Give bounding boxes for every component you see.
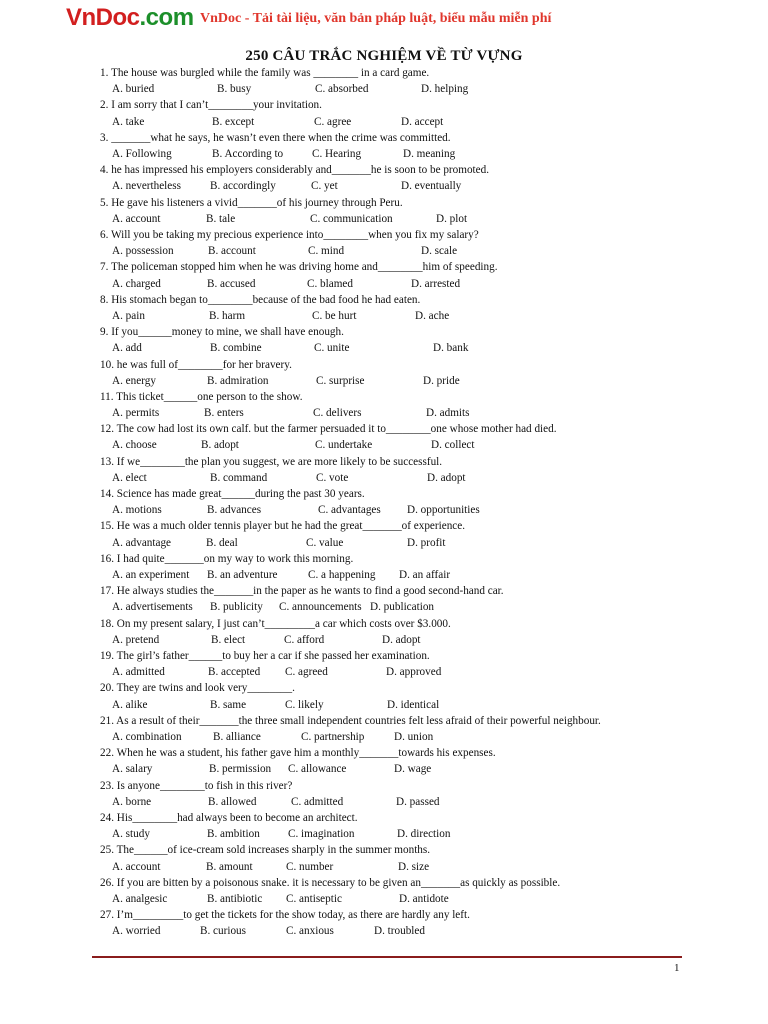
answer-option[interactable]: B. advances [207,504,262,517]
question-item [100,909,700,941]
question-item [100,618,700,650]
answer-option[interactable]: B. command [210,471,268,484]
question-stem: 7. The policeman stopped him when he was driving home and________him of speeding. [100,261,498,274]
answer-options [112,925,692,941]
question-stem: 20. They are twins and look very________. [100,682,295,695]
answer-option[interactable]: C. Hearing [312,147,362,160]
answer-option[interactable]: A. choose [112,439,157,452]
answer-option[interactable]: B. tale [206,212,236,225]
question-stem: 5. He gave his listeners a vivid_______of his journey through Peru. [100,196,403,209]
answer-option[interactable]: D. profit [407,536,446,549]
answer-options [112,83,692,99]
answer-option[interactable]: A. advantage [112,536,172,549]
question-stem: 18. On my present salary, I just can’t_________a car which costs over $3.000. [100,617,451,630]
answer-options [112,828,692,844]
question-stem: 23. Is anyone________to fish in this river? [100,779,293,792]
question-item [100,294,700,326]
answer-options [112,472,692,488]
answer-option[interactable]: C. unite [314,342,350,355]
answer-option[interactable]: B. accepted [208,666,261,679]
answer-options [112,537,692,553]
answer-option[interactable]: D. helping [421,83,469,96]
answer-option[interactable]: B. combine [210,342,262,355]
answer-options [112,407,692,423]
answer-option[interactable]: D. an affair [399,569,451,582]
question-stem: 25. The______of ice-cream sold increases sharply in the summer months. [100,844,431,857]
answer-options [112,116,692,132]
answer-option[interactable]: A. permits [112,407,160,420]
answer-options [112,569,692,585]
question-item [100,780,700,812]
answer-option[interactable]: C. value [306,536,344,549]
answer-option[interactable]: B. an adventure [207,569,278,582]
answer-option[interactable]: C. agreed [285,666,328,679]
answer-option[interactable]: B. publicity [210,601,263,614]
question-stem: 14. Science has made great______during the past 30 years. [100,488,365,501]
answer-option[interactable]: D. pride [423,374,460,387]
question-stem: 12. The cow had lost its own calf. but the farmer persuaded it to________one whose mother had died. [100,423,557,436]
header-tagline: VnDoc - Tải tài liệu, văn bản pháp luật, biểu mẫu miễn phí [200,11,552,26]
answer-option[interactable]: B. adopt [201,439,239,452]
answer-option[interactable]: A. energy [112,374,156,387]
question-item [100,359,700,391]
answer-option[interactable]: A. salary [112,763,153,776]
answer-option[interactable]: A. elect [112,471,147,484]
answer-option[interactable]: C. imagination [288,828,355,841]
question-list [100,67,700,942]
answer-options [112,213,692,229]
answer-option[interactable]: C. yet [311,180,338,193]
answer-option[interactable]: C. absorbed [315,83,369,96]
answer-option[interactable]: A. account [112,212,161,225]
answer-options [112,893,692,909]
answer-options [112,310,692,326]
answer-option[interactable]: D. eventually [401,180,462,193]
answer-option[interactable]: C. allowance [288,763,347,776]
answer-option[interactable]: C. anxious [286,925,334,938]
answer-option[interactable]: D. troubled [374,925,425,938]
answer-option[interactable]: B. curious [200,925,246,938]
answer-option[interactable]: D. identical [387,698,440,711]
answer-option[interactable]: D. wage [394,763,432,776]
question-stem: 22. When he was a student, his father gave him a monthly_______towards his expenses. [100,747,496,760]
page-number: 1 [674,962,680,974]
answer-option[interactable]: C. likely [285,698,324,711]
question-item [100,877,700,909]
question-item [100,715,700,747]
answer-option[interactable]: B. elect [211,633,246,646]
question-stem: 19. The girl’s father______to buy her a car if she passed her examination. [100,650,430,663]
answer-options [112,699,692,715]
answer-option[interactable]: D. scale [421,245,458,258]
question-stem: 8. His stomach began to________because of the bad food he had eaten. [100,293,421,306]
question-item [100,261,700,293]
answer-option[interactable]: A. charged [112,277,161,290]
answer-option[interactable]: A. nevertheless [112,180,181,193]
answer-option[interactable]: B. allowed [208,795,257,808]
answer-option[interactable]: D. union [394,731,434,743]
answer-option[interactable]: D. opportunities [407,504,480,517]
question-item [100,650,700,682]
question-item [100,553,700,585]
question-stem: 15. He was a much older tennis player but he had the great_______of experience. [100,520,466,533]
answer-option[interactable]: B. accused [207,277,256,290]
answer-option[interactable]: B. alliance [213,731,261,743]
answer-option[interactable]: B. amount [206,860,253,873]
question-stem: 3. _______what he says, he wasn’t even there when the crime was committed. [100,131,451,144]
answer-option[interactable]: A. advertisements [112,601,193,614]
answer-option[interactable]: D. accept [401,115,444,128]
answer-options [112,731,692,747]
answer-options [112,763,692,779]
answer-option[interactable]: C. number [286,860,334,873]
question-item [100,99,700,131]
answer-option[interactable]: C. mind [308,245,345,258]
answer-option[interactable]: D. arrested [411,277,461,290]
answer-option[interactable]: D. adopt [382,633,421,646]
answer-option[interactable]: B. permission [209,763,272,776]
answer-option[interactable]: C. be hurt [312,309,357,322]
answer-option[interactable]: B. except [212,115,255,128]
answer-options [112,148,692,164]
answer-option[interactable]: A. pain [112,309,145,322]
question-item [100,197,700,229]
question-stem: 13. If we________the plan you suggest, we are more likely to be successful. [100,455,443,468]
question-stem: 9. If you______money to mine, we shall have enough. [100,326,344,339]
answer-option[interactable]: A. worried [112,925,161,938]
answer-options [112,504,692,520]
question-stem: 6. Will you be taking my precious experience into________when you fix my salary? [100,228,479,241]
question-item [100,520,700,552]
answer-option[interactable]: A. combination [112,731,182,743]
answer-option[interactable]: C. delivers [313,407,362,420]
answer-option[interactable]: D. plot [436,212,468,225]
question-stem: 2. I am sorry that I can’t________your invitation. [100,99,322,112]
question-item [100,747,700,779]
answer-option[interactable]: C. blamed [307,277,353,290]
question-item [100,456,700,488]
answer-option[interactable]: C. surprise [316,374,365,387]
answer-option[interactable]: C. a happening [308,569,376,582]
answer-option[interactable]: B. deal [206,536,238,549]
footer-divider [92,956,682,958]
answer-option[interactable]: B. accordingly [210,180,276,193]
answer-option[interactable]: C. antiseptic [286,892,342,905]
answer-option[interactable]: A. alike [112,698,148,711]
answer-option[interactable]: C. afford [284,633,325,646]
question-stem: 17. He always studies the_______in the paper as he wants to find a good second-hand car. [100,585,504,598]
answer-option[interactable]: B. account [208,245,256,258]
question-item [100,423,700,455]
answer-option[interactable]: D. adopt [427,471,466,484]
answer-option[interactable]: D. antidote [399,892,449,905]
question-item [100,326,700,358]
question-item [100,132,700,164]
question-stem: 21. As a result of their_______the three small independent countries felt less afraid of their powerful neighbour. [100,714,601,727]
answer-option[interactable]: A. pretend [112,633,160,646]
answer-option[interactable]: B. According to [212,147,284,160]
answer-options [112,375,692,391]
answer-option[interactable]: C. undertake [315,439,373,452]
answer-option[interactable]: D. meaning [403,147,456,160]
answer-option[interactable]: A. borne [112,795,152,808]
answer-option[interactable]: A. possession [112,245,174,258]
answer-option[interactable]: D. ache [415,309,450,322]
answer-options [112,278,692,294]
answer-option[interactable]: A. buried [112,83,155,96]
answer-option[interactable]: D. publication [370,601,435,614]
answer-option[interactable]: A. account [112,860,161,873]
answer-options [112,796,692,812]
answer-options [112,634,692,650]
answer-options [112,180,692,196]
question-stem: 10. he was full of________for her bravery. [100,358,292,371]
answer-option[interactable]: C. communication [310,212,393,225]
answer-option[interactable]: C. admitted [291,795,344,808]
answer-options [112,861,692,877]
answer-option[interactable]: A. study [112,828,150,841]
answer-option[interactable]: A. admitted [112,666,165,679]
question-item [100,585,700,617]
question-stem: 27. I’m_________to get the tickets for the show today, as there are hardly any left. [100,909,470,922]
question-item [100,164,700,196]
question-item [100,488,700,520]
answer-option[interactable]: B. enters [204,407,244,420]
answer-options [112,439,692,455]
answer-options [112,245,692,261]
answer-option[interactable]: D. collect [431,439,475,452]
answer-options [112,342,692,358]
answer-option[interactable]: A. Following [112,147,172,160]
answer-option[interactable]: C. partnership [301,731,365,743]
question-stem: 16. I had quite_______on my way to work this morning. [100,552,354,565]
question-item [100,391,700,423]
answer-option[interactable]: A. an experiment [112,569,190,582]
answer-option[interactable]: D. size [398,860,430,873]
document-title: 250 CÂU TRẮC NGHIỆM VỀ TỪ VỰNG [245,48,523,64]
answer-option[interactable]: D. passed [396,795,440,808]
answer-option[interactable]: C. agree [314,115,352,128]
answer-option[interactable]: B. same [210,698,247,711]
question-stem: 11. This ticket______one person to the show. [100,390,303,403]
question-item [100,67,700,99]
answer-option[interactable]: B. ambition [207,828,260,841]
answer-option[interactable]: C. advantages [318,504,381,517]
question-stem: 1. The house was burgled while the family was ________ in a card game. [100,67,430,79]
answer-option[interactable]: D. direction [397,828,451,841]
question-stem: 4. he has impressed his employers considerably and_______he is soon to be promoted. [100,164,490,177]
answer-option[interactable]: B. harm [209,309,246,322]
page-header [66,4,706,34]
answer-option[interactable]: A. motions [112,504,162,517]
answer-option[interactable]: C. announcements [279,601,362,614]
vndoc-logo[interactable]: VnDoc.com [66,4,194,31]
answer-options [112,601,692,617]
question-stem: 24. His________had always been to become an architect. [100,811,358,824]
question-item [100,229,700,261]
answer-option[interactable]: B. antibiotic [207,892,263,905]
question-item [100,844,700,876]
answer-option[interactable]: A. take [112,115,145,128]
answer-option[interactable]: D. admits [426,407,470,420]
answer-option[interactable]: D. approved [386,666,442,679]
answer-option[interactable]: A. analgesic [112,892,168,905]
question-stem: 26. If you are bitten by a poisonous snake. it is necessary to be given an_______as quickly as possible. [100,876,561,889]
question-item [100,812,700,844]
answer-option[interactable]: B. admiration [207,374,269,387]
answer-option[interactable]: D. bank [433,342,469,355]
question-item [100,682,700,714]
answer-option[interactable]: B. busy [217,83,252,96]
answer-options [112,666,692,682]
answer-option[interactable]: A. add [112,342,142,355]
answer-option[interactable]: C. vote [316,471,349,484]
